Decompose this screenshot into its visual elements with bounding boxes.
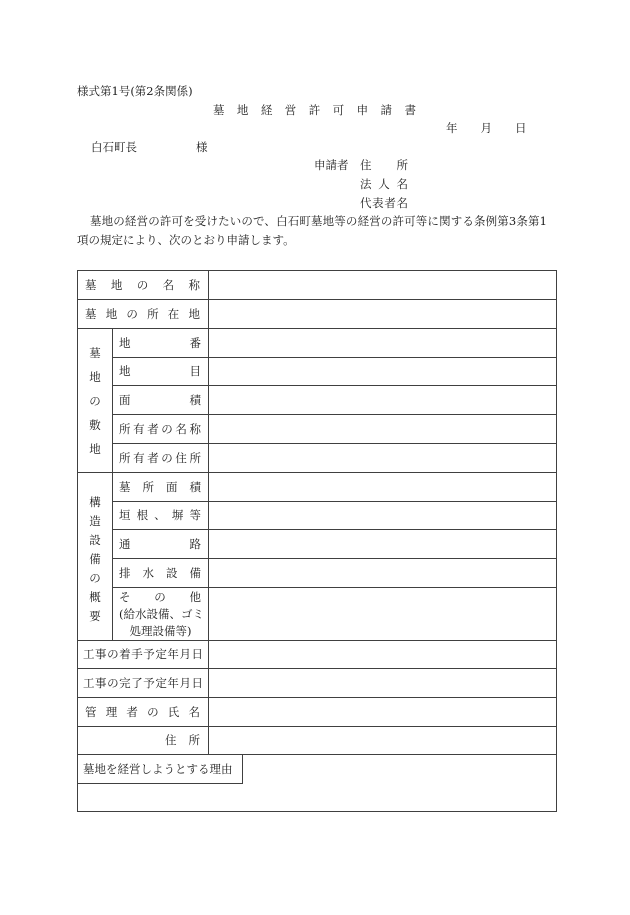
body-text-line-2: 項の規定により、次のとおり申請します。 (77, 232, 295, 247)
table-row (78, 727, 557, 755)
applicant-address-label: 住所 (360, 158, 408, 173)
label-other-note-line-1: (給水設備、ゴミ (119, 606, 204, 621)
application-table (77, 270, 557, 812)
header-line (77, 138, 556, 157)
applicant-corporation-name-label: 法人名 (360, 176, 408, 191)
value-owner-name (209, 415, 557, 444)
label-other: その他 (119, 589, 201, 604)
group-label-site: 墓地の敷地 (89, 345, 101, 456)
label-reason: 墓地を経営しようとする理由 (78, 755, 243, 784)
value-manager-address (209, 727, 557, 755)
addressee-name: 白石町長 (91, 139, 137, 154)
form-number-label: 様式第1号(第2条関係) (77, 84, 193, 98)
label-owner-name: 所有者の名称 (113, 415, 209, 444)
addressee-honorific: 様 (196, 139, 208, 154)
table-row (78, 300, 557, 329)
table-row (78, 530, 557, 559)
label-manager-address-cell (78, 727, 209, 755)
table-row (78, 415, 557, 444)
label-construction-completion-date: 工事の完了予定年月日 (78, 669, 209, 698)
table-row (78, 755, 557, 812)
header-line (77, 212, 556, 231)
applicant-label: 申請者 (314, 158, 349, 173)
header-line (77, 101, 556, 120)
value-cemetery-name (209, 271, 557, 300)
header-line (77, 231, 556, 250)
label-passage: 通路 (113, 530, 209, 559)
value-other (209, 588, 557, 641)
table-row (78, 271, 557, 300)
value-grave-area (209, 473, 557, 502)
value-construction-completion-date (209, 669, 557, 698)
value-owner-address (209, 444, 557, 473)
header-line (77, 175, 556, 194)
value-lot-number (209, 329, 557, 358)
table-row (78, 559, 557, 588)
label-manager-address: 住所 (165, 733, 200, 748)
label-area: 面積 (113, 386, 209, 415)
header-line (77, 119, 556, 138)
group-cell-site (78, 329, 113, 473)
table-row (78, 358, 557, 386)
table-row (78, 386, 557, 415)
table-row (78, 641, 557, 669)
label-owner-address: 所有者の住所 (113, 444, 209, 473)
label-cemetery-location: 墓地の所在地 (78, 300, 209, 329)
date-line: 年 月 日 (446, 121, 527, 136)
table-row (78, 329, 557, 358)
form-header (77, 82, 556, 249)
group-cell-facilities (78, 473, 113, 641)
label-lot-number: 地番 (113, 329, 209, 358)
value-drainage (209, 559, 557, 588)
label-drainage: 排水設備 (113, 559, 209, 588)
value-manager-name (209, 698, 557, 727)
value-passage (209, 530, 557, 559)
table-row (78, 588, 557, 641)
label-cemetery-name: 墓地の名称 (78, 271, 209, 300)
value-land-category (209, 358, 557, 386)
value-cemetery-location (209, 300, 557, 329)
label-land-category: 地目 (113, 358, 209, 386)
applicant-representative-label: 代表者名 (360, 195, 408, 210)
label-other-cell (113, 588, 209, 641)
table-row (78, 669, 557, 698)
label-fences-walls: 垣根、塀等 (113, 502, 209, 530)
header-line (77, 82, 556, 101)
table-row (78, 502, 557, 530)
table-row (78, 444, 557, 473)
table-row (78, 698, 557, 727)
header-line (77, 156, 556, 175)
value-construction-start-date (209, 641, 557, 669)
label-manager-name: 管理者の氏名 (78, 698, 209, 727)
value-fences-walls (209, 502, 557, 530)
label-construction-start-date: 工事の着手予定年月日 (78, 641, 209, 669)
header-line (77, 194, 556, 213)
group-label-facilities: 構造設備の概要 (89, 495, 101, 623)
reason-field (78, 755, 557, 812)
table-row (78, 473, 557, 502)
value-area (209, 386, 557, 415)
label-grave-area: 墓所面積 (113, 473, 209, 502)
form-title: 墓地経営許可申請書 (213, 102, 416, 117)
label-other-note-line-2: 処理設備等) (129, 623, 192, 638)
body-text-line-1: 墓地の経営の許可を受けたいので、白石町墓地等の経営の許可等に関する条例第3条第1 (90, 214, 547, 229)
